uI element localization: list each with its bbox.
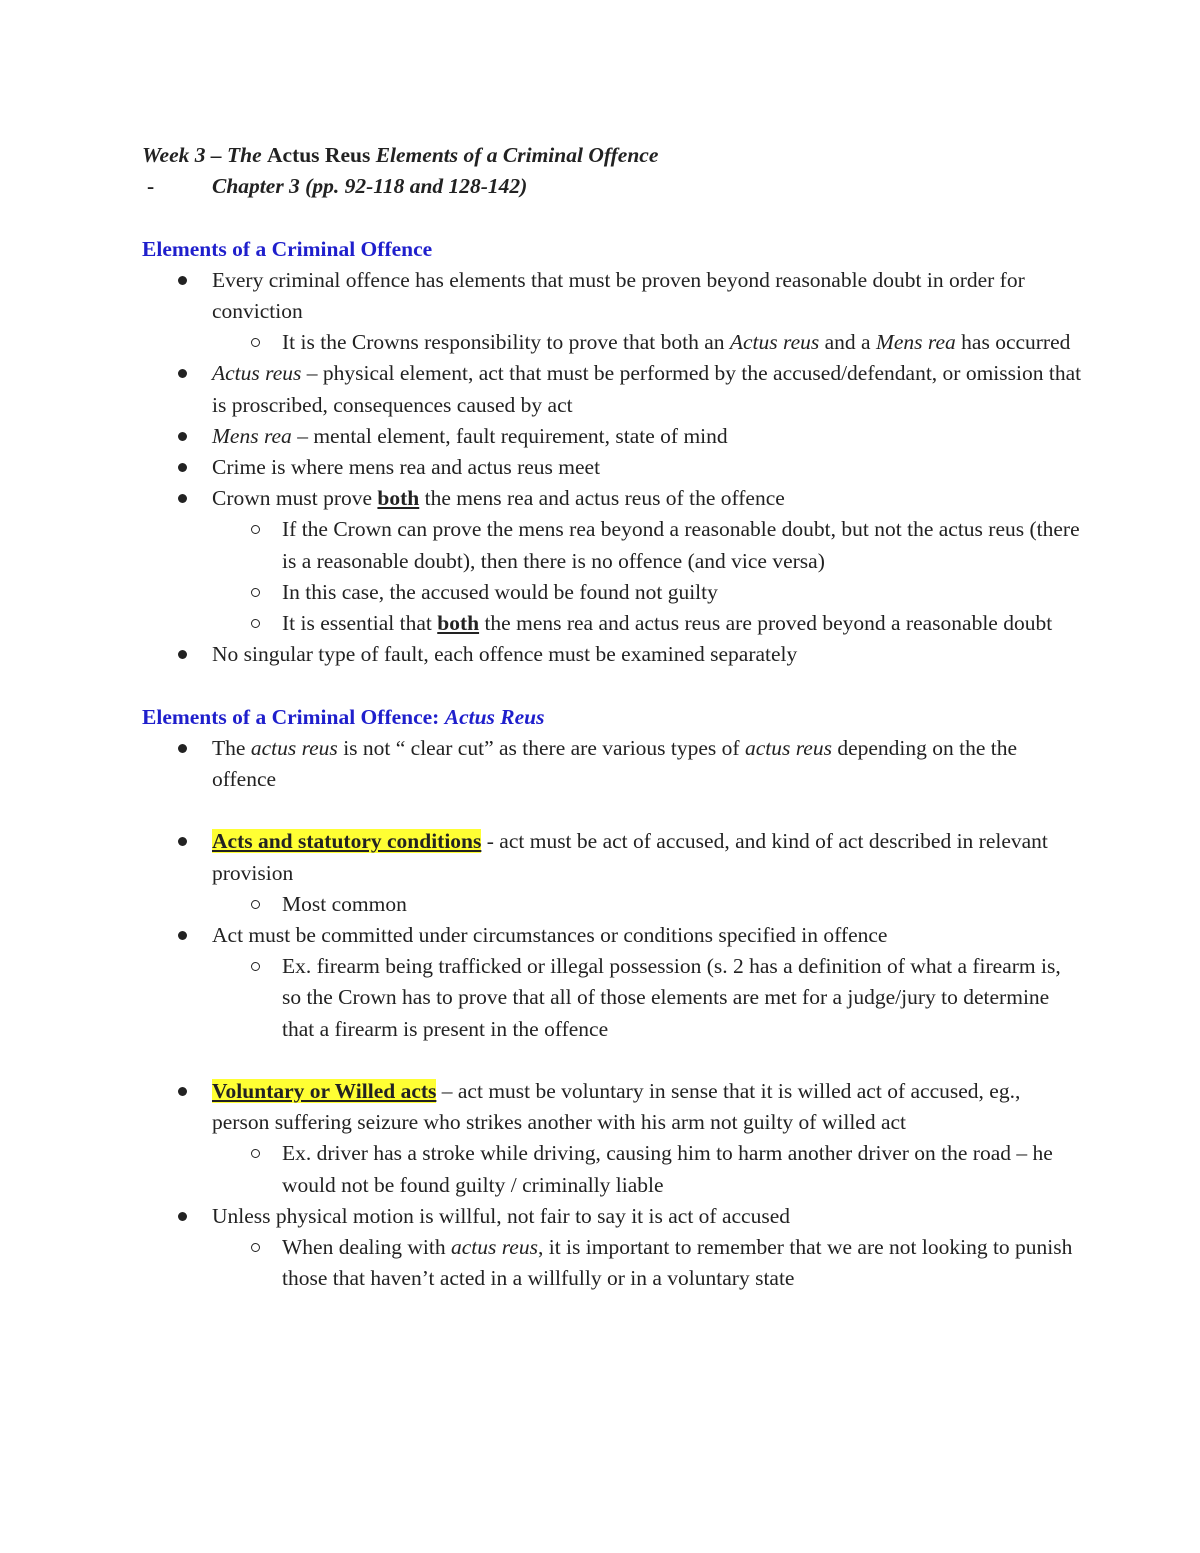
sub-list — [212, 1138, 1082, 1200]
document-title — [142, 140, 1082, 171]
title-part-2: Actus Reus — [267, 143, 371, 167]
sub-list-item-text: If the Crown can prove the mens rea beyond a reasonable doubt, but not the actus reus (there is a reasonable doubt), then there is no offence (and vice versa) — [282, 517, 1080, 573]
text-span: - act must be act of accused, and kind of act described in relevant provision — [212, 829, 1048, 885]
heading-italic-term: Actus Reus — [444, 704, 545, 729]
section-heading-actus-reus — [142, 702, 1082, 733]
text-span: and a — [819, 330, 876, 355]
title-part-3: Elements of a Criminal Offence — [370, 143, 659, 167]
section-heading-elements: Elements of a Criminal Offence — [142, 236, 433, 261]
list-item — [142, 1201, 1082, 1295]
spacer — [142, 202, 1082, 233]
list-item — [142, 421, 1082, 452]
list-item — [142, 1076, 1082, 1201]
list-item — [142, 920, 1082, 1045]
sub-list-item — [212, 327, 1082, 358]
italic-term: actus reus — [744, 735, 832, 760]
hollow-bullet-icon — [251, 900, 260, 909]
sub-list-item-text: In this case, the accused would be found not guilty — [282, 579, 718, 604]
bullet-icon — [178, 276, 187, 285]
bullet-icon — [178, 494, 187, 503]
list-item — [142, 358, 1082, 420]
italic-term: actus reus — [450, 1235, 538, 1260]
sub-list-item — [212, 514, 1082, 576]
italic-term: Mens rea — [212, 423, 292, 448]
list-item — [142, 826, 1082, 920]
text-span: It is the Crowns responsibility to prove that both an — [282, 330, 730, 355]
spacer — [142, 1045, 1082, 1076]
list-item — [142, 483, 1082, 639]
title-part-1: Week 3 – The — [142, 143, 267, 167]
sub-list-item — [212, 951, 1082, 1045]
chapter-reference — [142, 171, 1082, 202]
hollow-bullet-icon — [251, 525, 260, 534]
bullet-icon — [178, 931, 187, 940]
bullet-icon — [178, 1212, 187, 1221]
bullet-icon — [178, 1087, 187, 1096]
spacer — [142, 795, 1082, 826]
hollow-bullet-icon — [251, 588, 260, 597]
list-item-text: Unless physical motion is willful, not fair to say it is act of accused — [212, 1203, 791, 1228]
list-item-text: Every criminal offence has elements that must be proven beyond reasonable doubt in order for conviction — [212, 267, 1025, 323]
text-span: , it is important to remember that we are not looking to punish those that haven’t acted in a willfully or in a voluntary state — [282, 1235, 1073, 1291]
heading-text: Elements of a Criminal Offence: — [142, 704, 445, 729]
highlighted-term: Voluntary or Willed acts — [212, 1079, 437, 1103]
chapter-dash: - — [147, 174, 155, 199]
text-span: The — [212, 735, 251, 760]
bullet-icon — [178, 369, 187, 378]
list-item — [142, 639, 1082, 670]
italic-term: Mens rea — [875, 330, 956, 355]
sub-list — [212, 514, 1082, 639]
text-span: It is essential that — [282, 611, 438, 635]
list-item-text: Act must be committed under circumstances or conditions specified in offence — [212, 923, 888, 947]
sub-list-item — [212, 889, 1082, 920]
list-item-text: Crime is where mens rea and actus reus meet — [212, 454, 601, 479]
section-list-actus-reus — [142, 733, 1082, 795]
document-page — [142, 140, 1082, 1294]
italic-term: Actus reus — [729, 330, 820, 355]
text-span: has occurred — [955, 330, 1071, 355]
sub-list-item — [212, 608, 1082, 639]
list-item — [142, 733, 1082, 795]
text-span: When dealing with — [282, 1235, 451, 1260]
italic-term: Actus reus — [212, 361, 302, 386]
chapter-text: Chapter 3 (pp. 92-118 and 128-142) — [212, 174, 528, 199]
bullet-icon — [178, 650, 187, 659]
text-span: depending on the the offence — [212, 735, 1018, 791]
section-list-voluntary — [142, 1076, 1082, 1294]
spacer — [142, 670, 1082, 701]
sub-list — [212, 889, 1082, 920]
list-item-text: No singular type of fault, each offence must be examined separately — [212, 642, 798, 667]
text-span: is not “ clear cut” as there are various types of — [337, 735, 745, 760]
highlighted-term: Acts and statutory conditions — [212, 829, 482, 854]
list-item — [142, 452, 1082, 483]
section-list-elements — [142, 265, 1082, 671]
italic-term: actus reus — [250, 735, 338, 760]
sub-list — [212, 951, 1082, 1045]
sub-list-item-text: Most common — [282, 891, 407, 916]
hollow-bullet-icon — [251, 1149, 260, 1158]
bullet-icon — [178, 744, 187, 753]
sub-list — [212, 327, 1082, 358]
emphasis-both: both — [437, 611, 480, 635]
sub-list-item — [212, 1232, 1082, 1294]
sub-list-item-text: Ex. driver has a stroke while driving, causing him to harm another driver on the road – he would not be found guilty / criminally liable — [282, 1141, 1053, 1197]
sub-list — [212, 1232, 1082, 1294]
text-span: the mens rea and actus reus of the offence — [419, 486, 785, 511]
text-span: Crown must prove — [212, 486, 378, 511]
section-list-acts — [142, 826, 1082, 1044]
emphasis-both: both — [377, 486, 420, 511]
hollow-bullet-icon — [251, 1243, 260, 1252]
text-span: – act must be voluntary in sense that it is willed act of accused, eg., person suffering seizure who strikes another with his arm not guilty of willed act — [212, 1079, 1021, 1135]
hollow-bullet-icon — [251, 338, 260, 347]
sub-list-item — [212, 577, 1082, 608]
text-span: – mental element, fault requirement, state of mind — [291, 423, 728, 448]
text-span: – physical element, act that must be performed by the accused/defendant, or omission that is proscribed, consequences caused by act — [212, 361, 1082, 417]
bullet-icon — [178, 432, 187, 441]
sub-list-item-text: Ex. firearm being trafficked or illegal possession (s. 2 has a definition of what a firearm is, so the Crown has to prove that all of those elements are met for a judge/jury to determine that a firearm is present in the offence — [282, 954, 1061, 1041]
bullet-icon — [178, 463, 187, 472]
hollow-bullet-icon — [251, 619, 260, 628]
bullet-icon — [178, 837, 187, 846]
hollow-bullet-icon — [251, 962, 260, 971]
text-span: the mens rea and actus reus are proved beyond a reasonable doubt — [479, 611, 1053, 635]
sub-list-item — [212, 1138, 1082, 1200]
list-item — [142, 265, 1082, 359]
